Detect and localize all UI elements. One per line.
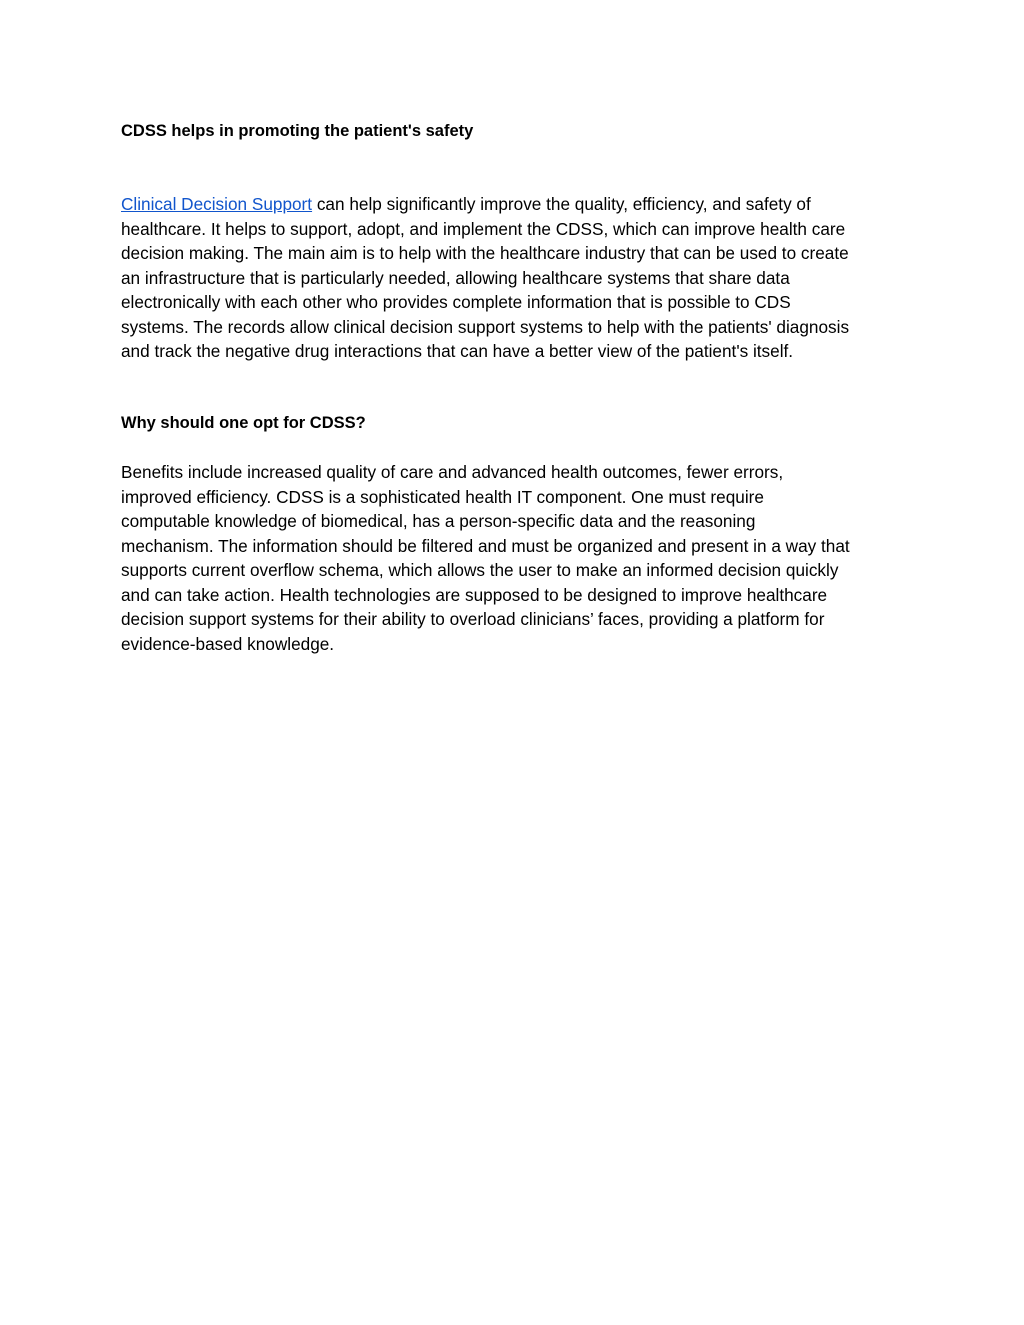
paragraph-line: and can take action. Health technologies are supposed to be designed to improve healthcare [121, 584, 828, 605]
paragraph-line: evidence-based knowledge. [121, 633, 335, 654]
paragraph-line [121, 192, 906, 217]
paragraph-line: supports current overflow schema, which allows the user to make an informed decision quickly [121, 560, 839, 580]
paragraph-line: mechanism. The information should be filtered and must be organized and present in a way that [121, 535, 850, 556]
paragraph-cdss-intro [121, 192, 906, 364]
paragraph-line: decision support systems for their ability to overload clinicians’ faces, providing a platform for [121, 609, 825, 629]
paragraph-line: electronically with each other who provides complete information that is possible to CDS [121, 292, 791, 312]
section-heading-why-cdss: Why should one opt for CDSS? [121, 414, 366, 432]
section-heading-patient-safety: CDSS helps in promoting the patient's safety [121, 122, 474, 140]
paragraph-line: and track the negative drug interactions that can have a better view of the patient's itself. [121, 341, 794, 361]
paragraph-cdss-benefits [121, 460, 906, 656]
paragraph-line: Benefits include increased quality of care and advanced health outcomes, fewer errors, [121, 462, 784, 482]
paragraph-line: healthcare. It helps to support, adopt, and implement the CDSS, which can improve health care [121, 218, 846, 239]
clinical-decision-support-link[interactable]: Clinical Decision Support [121, 194, 313, 214]
paragraph-line: improved efficiency. CDSS is a sophisticated health IT component. One must require [121, 486, 764, 507]
paragraph-line: an infrastructure that is particularly needed, allowing healthcare systems that share data [121, 267, 790, 288]
paragraph-line: decision making. The main aim is to help with the healthcare industry that can be used to create [121, 243, 849, 263]
paragraph-line: systems. The records allow clinical decision support systems to help with the patients' diagnosis [121, 316, 850, 337]
paragraph-line-text: can help significantly improve the quality, efficiency, and safety of [312, 194, 811, 214]
paragraph-line: computable knowledge of biomedical, has a person-specific data and the reasoning [121, 511, 756, 531]
